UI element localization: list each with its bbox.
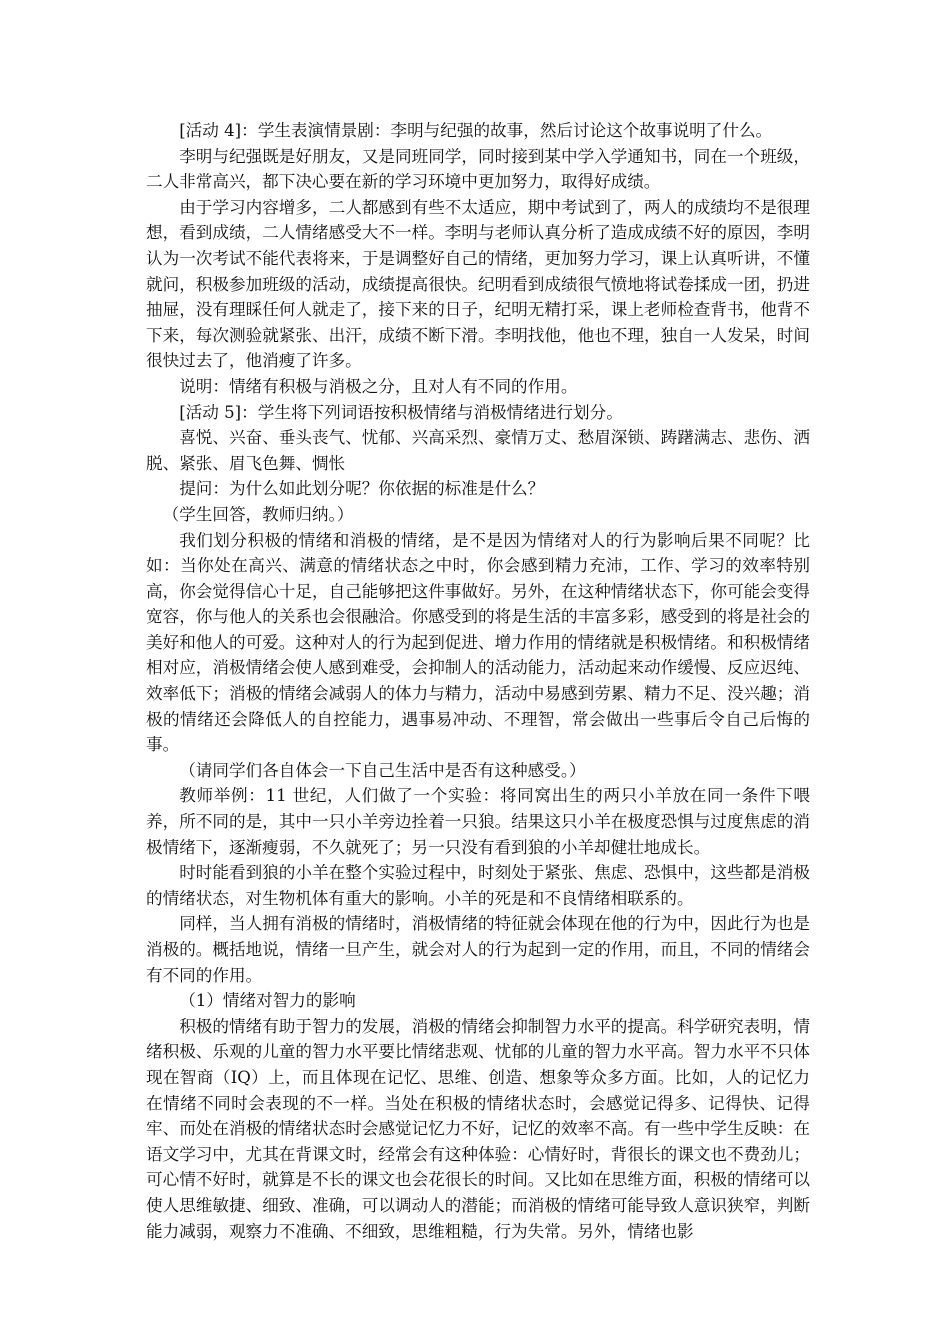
story-paragraph-2: 由于学习内容增多，二人都感到有些不太适应，期中考试到了，两人的成绩均不是很理想，看到成绩，二人情绪感受大不一样。李明与老师认真分析了造成成绩不好的原因，李明认为一次考试不能代表将来，于是调整好自己的情绪，更加努力学习，课上认真听讲，不懂就问，积极参加班级的活动，成绩提高很快。纪明看到成绩很气愤地将试卷揉成一团，扔进抽屉，没有理睬任何人就走了，接下来的日子，纪明无精打采，课上老师检查背书，他背不下来，每次测验就紧张、出汗，成绩不断下滑。李明找他，他也不理，独自一人发呆，时间很快过去了，他消瘦了许多。	[146, 197, 810, 371]
explanation-text: 说明：情绪有积极与消极之分，且对人有不同的作用。	[179, 376, 578, 396]
activity-4-heading: [活动 4]：学生表演情景剧：李明与纪强的故事，然后讨论这个故事说明了什么。	[179, 121, 773, 140]
story-paragraph-1: 李明与纪强既是好朋友，又是同班同学，同时接到某中学入学通知书，同在一个班级，二人非常高兴，都下决心要在新的学习环境中更加努力，取得好成绩。	[146, 146, 810, 192]
experiment-analysis-paragraph: 时时能看到狼的小羊在整个实验过程中，时刻处于紧张、焦虑、恐惧中，这些都是消极的情绪状态，对生物机体有重大的影响。小羊的死是和不良情绪相联系的。	[146, 863, 810, 908]
question-text: 提问：为什么如此划分呢？你依据的标准是什么？	[179, 479, 545, 499]
word-list: 喜悦、兴奋、垂头丧气、忧郁、兴高采烈、豪情万丈、愁眉深锁、踌躇满志、悲伤、洒脱、紧张、眉飞色舞、惆怅	[146, 428, 810, 473]
intelligence-paragraph: 积极的情绪有助于智力的发展，消极的情绪会抑制智力水平的提高。科学研究表明，情绪积极、乐观的儿童的智力水平要比情绪悲观、忧郁的儿童的智力水平高。智力水平不只体现在智商（IQ）上，而且体现在记忆、思维、创造、想象等众多方面。比如，人的记忆力在情绪不同时会表现的不一样。当处在积极的情绪状态时，会感觉记得多、记得快、记得牢、而处在消极的情绪状态时会感觉记忆力不好，记忆的效率不高。有一些中学生反映：在语文学习中，尤其在背课文时，经常会有这种体验：心情好时，背很长的课文也不费劲儿；可心情不好时，就算是不长的课文也会花很长的时间。又比如在思维方面，积极的情绪可以使人思维敏捷、细致、准确，可以调动人的潜能；而消极的情绪可能导致人意识狭窄，判断能力减弱，观察力不准确、不细致，思维粗糙，行为失常。另外，情绪也影	[146, 1016, 810, 1241]
document-page	[146, 118, 810, 1244]
reflection-note: （请同学们各自体会一下自己生活中是否有这种感受。）	[179, 760, 586, 780]
summary-paragraph: 同样，当人拥有消极的情绪时，消极情绪的特征就会体现在他的行为中，因此行为也是消极的。概括地说，情绪一旦产生，就会对人的行为起到一定的作用，而且，不同的情绪会有不同的作用。	[146, 914, 810, 985]
student-answer-note: （学生回答，教师归纳。）	[162, 504, 354, 524]
analysis-paragraph: 我们划分积极的情绪和消极的情绪，是不是因为情绪对人的行为影响后果不同呢？比如：当你处在高兴、满意的情绪状态之中时，你会感到精力充沛，工作、学习的效率特别高，你会觉得信心十足，自己能够把这件事做好。另外，在这种情绪状态下，你可能会变得宽容，你与他人的关系也会很融洽。你感受到的将是生活的丰富多彩，感受到的将是社会的美好和他人的可爱。这种对人的行为起到促进、增力作用的情绪就是积极情绪。和积极情绪相对应，消极情绪会使人感到难受，会抑制人的活动能力，活动起来动作缓慢、反应迟纯、效率低下；消极的情绪会减弱人的体力与精力，活动中易感到劳累、精力不足、没兴趣；消极的情绪还会降低人的自控能力，遇事易冲动、不理智，常会做出一些事后令自己后悔的事。	[146, 530, 810, 755]
section-heading-intelligence: （1）情绪对智力的影响	[179, 991, 356, 1011]
activity-5-heading: [活动 5]：学生将下列词语按积极情绪与消极情绪进行划分。	[179, 402, 623, 422]
teacher-example-paragraph: 教师举例：11 世纪，人们做了一个实验：将同窝出生的两只小羊放在同一条件下喂养，所不同的是，其中一只小羊旁边拴着一只狼。结果这只小羊在极度恐惧与过度焦虑的消极情绪下，逐渐瘦弱，不久就死了；另一只没有看到狼的小羊却健壮地成长。	[146, 786, 810, 857]
